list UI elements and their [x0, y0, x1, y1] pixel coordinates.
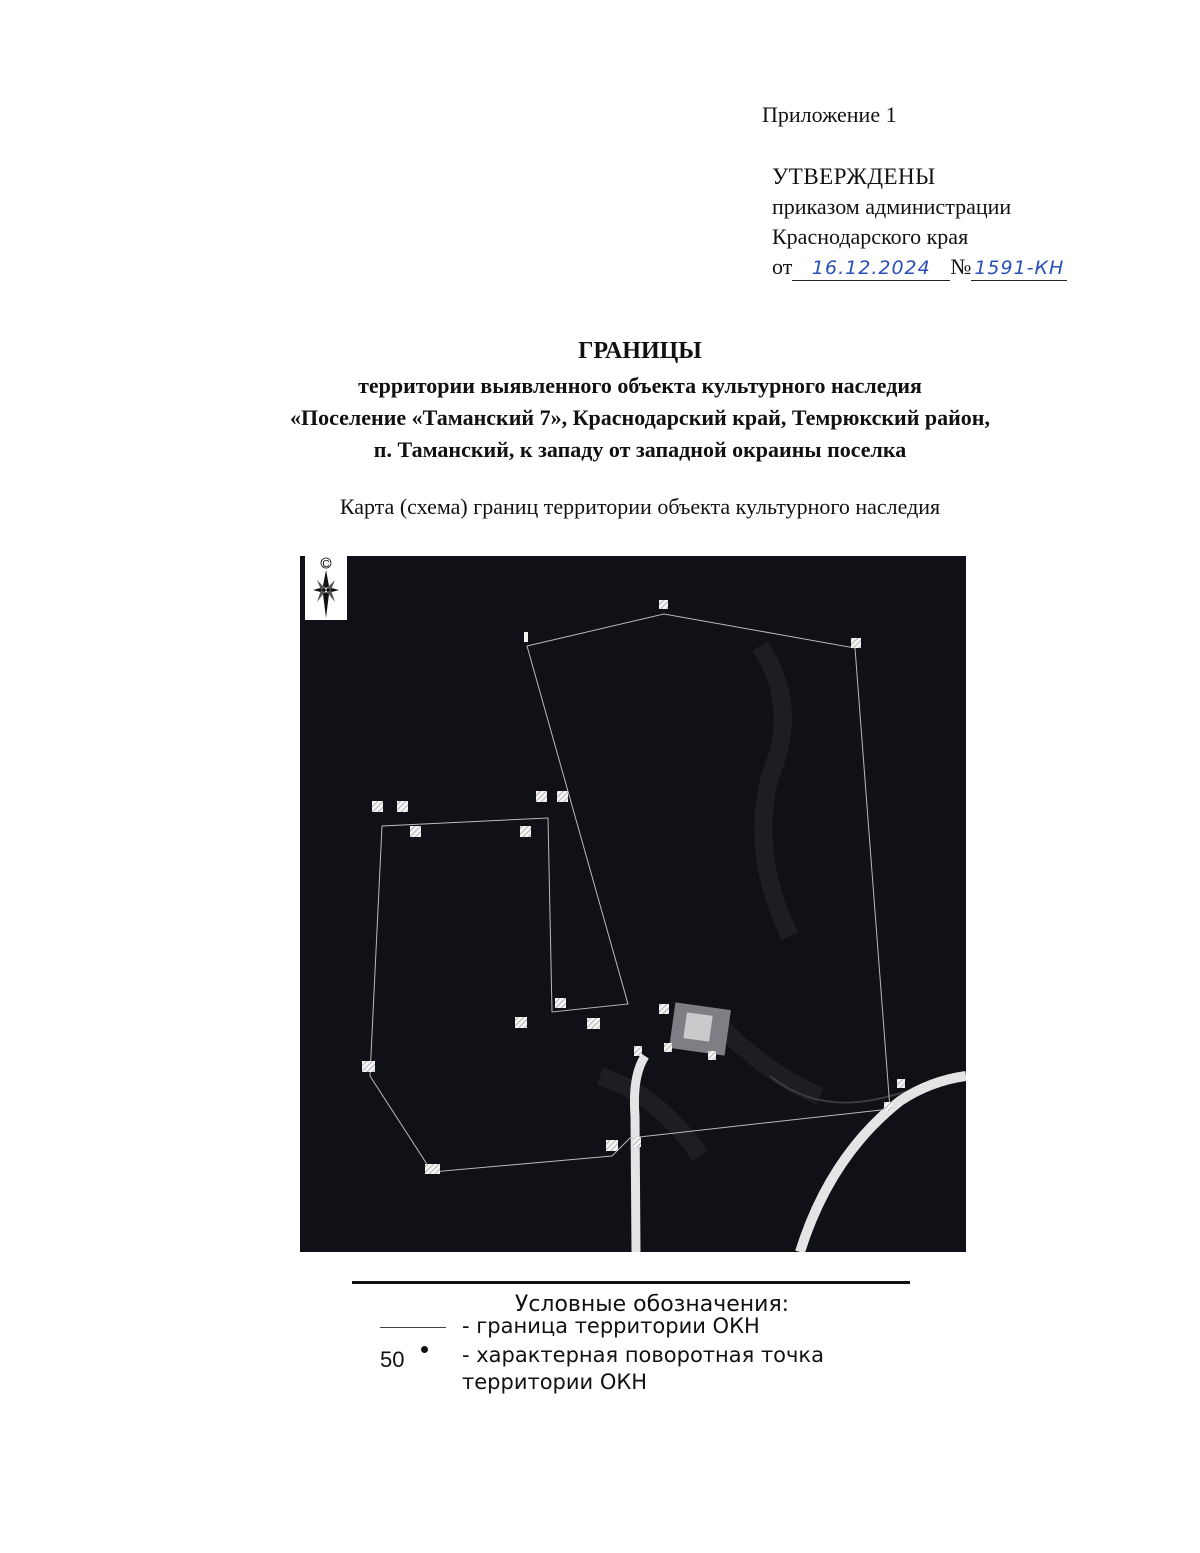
legend-point-label [462, 1342, 882, 1396]
date-prefix: от [772, 254, 793, 279]
boundary-point-marker-icon [851, 638, 861, 648]
boundary-point-marker-icon [555, 998, 566, 1008]
document-title: ГРАНИЦЫ [578, 338, 702, 364]
legend-divider [352, 1281, 910, 1284]
legend-point-label-line-1: - характерная поворотная точка [462, 1343, 824, 1367]
approved-by-line-1: приказом администрации [772, 194, 1012, 219]
subtitle-line-1: территории выявленного объекта культурного наследия [358, 373, 922, 398]
north-arrow [305, 556, 347, 620]
boundary-point-marker-icon [664, 1043, 672, 1052]
document-subtitle [180, 370, 1100, 466]
boundary-point-marker-icon [634, 1046, 642, 1056]
boundary-point-marker-icon [884, 1102, 892, 1111]
boundary-point-marker-icon [557, 791, 568, 802]
legend-point-dot-icon [421, 1346, 428, 1353]
approved-heading: УТВЕРЖДЕНЫ [772, 164, 936, 189]
boundary-point-marker-icon [524, 632, 528, 642]
boundary-point-marker-icon [708, 1051, 716, 1060]
boundary-point-marker-icon [897, 1079, 905, 1088]
boundary-point-marker-icon [425, 1164, 440, 1174]
subtitle-line-3: п. Таманский, к западу от западной окраины поселка [373, 437, 907, 462]
approved-by-line-2: Краснодарского края [772, 224, 969, 249]
number-prefix: № [950, 254, 972, 279]
boundary-point-marker-icon [410, 826, 421, 837]
subtitle-line-2: «Поселение «Таманский 7», Краснодарский край, Темрюкский район, [290, 405, 990, 430]
map-svg [300, 556, 966, 1252]
boundary-point-marker-icon [520, 826, 531, 837]
legend-point-label-line-2: территории ОКН [462, 1370, 648, 1394]
boundary-point-marker-icon [362, 1061, 375, 1072]
compass-rose-icon [305, 556, 347, 620]
north-symbol: C [322, 559, 330, 570]
site-map [300, 556, 966, 1252]
boundary-point-marker-icon [372, 801, 383, 812]
legend-boundary-line-sample [380, 1327, 446, 1328]
boundary-point-marker-icon [397, 801, 408, 812]
boundary-point-marker-icon [536, 791, 547, 802]
order-date: 16.12.2024 [792, 256, 950, 281]
legend-point-number: 50 [380, 1347, 405, 1372]
boundary-point-marker-icon [633, 1137, 641, 1147]
legend-boundary-label: - граница территории ОКН [462, 1314, 760, 1338]
legend-title: Условные обозначения: [514, 1292, 790, 1317]
boundary-point-marker-icon [606, 1140, 618, 1151]
appendix-label: Приложение 1 [762, 102, 897, 127]
approval-block [772, 162, 1067, 282]
order-number: 1591-КН [971, 256, 1067, 281]
boundary-point-marker-icon [659, 600, 668, 609]
building-roof [683, 1012, 712, 1041]
map-caption: Карта (схема) границ территории объекта культурного наследия [339, 494, 941, 519]
boundary-point-marker-icon [587, 1018, 600, 1029]
order-line [772, 252, 1067, 282]
boundary-point-marker-icon [515, 1017, 527, 1028]
boundary-point-marker-icon [659, 1004, 669, 1014]
